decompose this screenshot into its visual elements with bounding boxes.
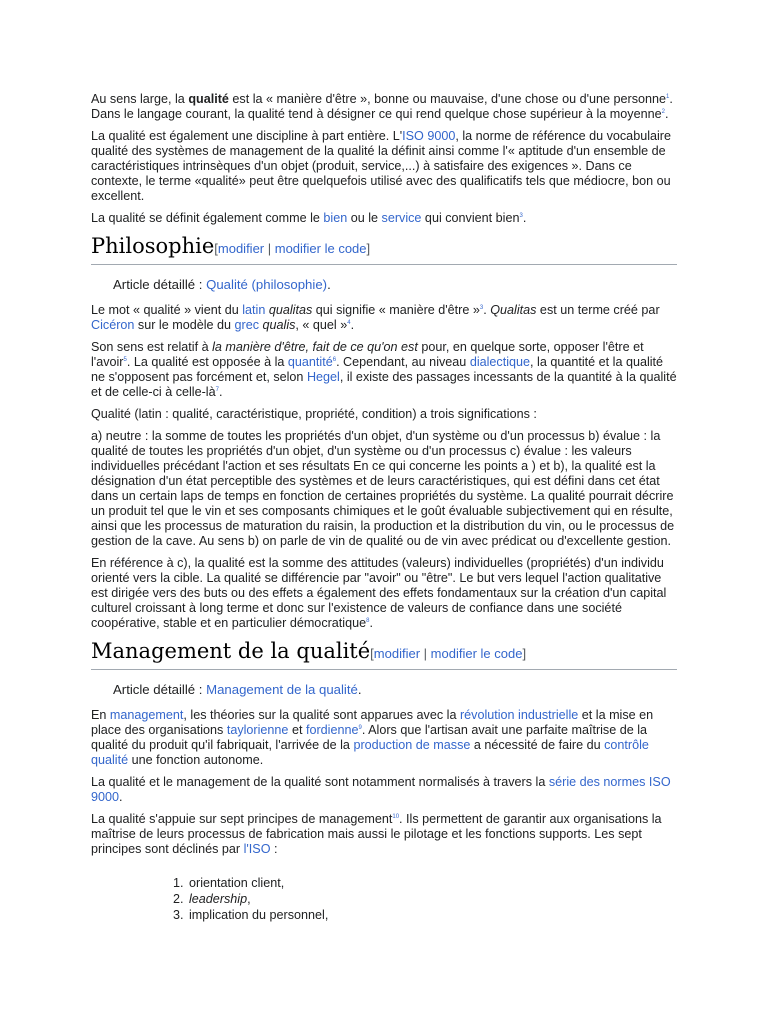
ref-3[interactable]: 3 bbox=[519, 213, 523, 219]
link-dialectique[interactable]: dialectique bbox=[469, 355, 531, 369]
link-bien[interactable]: bien bbox=[323, 211, 348, 225]
link-management-qualite[interactable]: Management de la qualité bbox=[206, 682, 358, 697]
link-revolution-industrielle[interactable]: révolution industrielle bbox=[459, 708, 579, 722]
philosophie-paragraph-1: Le mot « qualité » vient du latin qualitas qui signifie « manière d'être »$^3$. Qualitas est un terme créé par Cicéron sur le modèle du grec qualis, « quel »$^4$. bbox=[91, 303, 660, 332]
link-serie-iso-9000[interactable]: série des normes ISO 9000 bbox=[91, 775, 671, 804]
hatnote-management: Article détaillé : Management de la qualité. bbox=[113, 682, 362, 697]
ref-9[interactable]: 9 bbox=[358, 725, 362, 731]
ref-2[interactable]: 2 bbox=[661, 109, 665, 115]
management-paragraph-1: En management, les théories sur la qualité sont apparues avec la révolution industrielle et la mise en place des organisations taylorienne et fordienne$^9$. Alors que l'artisan avait une parfaite maîtrise de la qualité du produit qu'il fabriquait, l'arrivée de la production de masse a nécessité de faire du contrôle qualité une fonction autonome. bbox=[91, 708, 654, 767]
philosophie-paragraph-2: Son sens est relatif à la manière d'être, fait de ce qu'on est pour, en quelque sorte, opposer l'être et l'avoir$^5$. La qualité est opposée à la quantité$^6$. Cependant, au niveau dialectique, la quantité et la qualité ne s'opposent pas forcément et, selon Hegel, il existe des passages incessants de la quantité à la qualité et de celle-ci à celle-$là^7$. bbox=[91, 340, 677, 399]
ref-7[interactable]: 7 bbox=[215, 387, 219, 393]
hatnote-philosophie: Article détaillé : Qualité (philosophie). bbox=[113, 277, 331, 292]
edit-link[interactable]: modifier bbox=[217, 241, 265, 256]
link-service[interactable]: service bbox=[381, 211, 422, 225]
link-production-de-masse[interactable]: production de masse bbox=[353, 738, 471, 752]
link-qualite-philosophie[interactable]: Qualité (philosophie) bbox=[206, 277, 328, 292]
management-paragraph-2: La qualité et le management de la qualité sont notamment normalisés à travers la série des normes ISO 9000. bbox=[91, 775, 671, 804]
intro-paragraph-3: La qualité se définit également comme le bien ou le service qui convient bien$^3$. bbox=[91, 211, 527, 225]
ref-5[interactable]: 5 bbox=[123, 357, 127, 363]
edit-link[interactable]: modifier bbox=[373, 646, 421, 661]
edit-section-links: [modifier | modifier le code] bbox=[214, 241, 371, 256]
philosophie-paragraph-3: Qualité (latin : qualité, caractéristique, propriété, condition) a trois significations : bbox=[91, 407, 537, 421]
link-iso[interactable]: l'ISO bbox=[243, 842, 271, 856]
article-content bbox=[91, 92, 677, 923]
ref-8[interactable]: 8 bbox=[366, 618, 370, 624]
link-ciceron[interactable]: Cicéron bbox=[91, 318, 135, 332]
ref-3[interactable]: 3 bbox=[479, 305, 484, 311]
ref-6[interactable]: 6 bbox=[332, 357, 337, 363]
heading-management: Management de la qualité[modifier | modifier le code] bbox=[91, 638, 677, 670]
principles-list bbox=[91, 875, 677, 923]
edit-section-links: [modifier | modifier le code] bbox=[370, 646, 527, 661]
ref-10[interactable]: 10 bbox=[392, 814, 400, 820]
edit-code-link[interactable]: modifier le code bbox=[430, 646, 523, 661]
link-fordienne[interactable]: fordienne bbox=[305, 723, 359, 737]
ref-1[interactable]: 1 bbox=[666, 94, 670, 100]
link-latin[interactable]: latin bbox=[242, 303, 266, 317]
link-hegel[interactable]: Hegel bbox=[306, 370, 340, 384]
management-paragraph-3: La qualité s'appuie sur sept principes de management$^{10}$. Ils permettent de garantir aux organisations la maîtrise de leurs processus de fabrication mais aussi le pilotage et les fonctions supports. Les sept principes sont déclinés par l'ISO : bbox=[91, 812, 662, 856]
list-item: 1. orientation client, bbox=[187, 875, 677, 891]
intro-paragraph-1: Au sens large, la qualité est la « manière d'être », bonne ou mauvaise, d'une chose ou d'une personne$^1$. Dans le langage courant, la qualité tend à désigner ce qui rend quelque chose supérieur à la moyenne$^2$. bbox=[91, 92, 673, 121]
ref-4[interactable]: 4 bbox=[347, 320, 351, 326]
link-management[interactable]: management bbox=[109, 708, 184, 722]
intro-paragraph-2: La qualité est également une discipline à part entière. L'ISO 9000, la norme de référence du vocabulaire qualité des systèmes de management de la qualité la définit ainsi comme l'« aptitude d'un ensemble de caractéristiques intrinsèques d'un objet (produit, service,...) à satisfaire des exigences ». Dans ce contexte, le terme «qualité» peut être quelquefois utilisé avec des qualificatifs tels que médiocre, bon ou excellent. bbox=[91, 129, 671, 203]
list-item: 2. leadership, bbox=[187, 891, 677, 907]
philosophie-paragraph-4: a) neutre : la somme de toutes les propriétés d'un objet, d'un système ou d'un processus b) évalue : la qualité de toutes les propriétés d'un objet, d'un système ou d'un processus c) évalue : les valeurs individuelles précédant l'action et ses résultats En ce qui concerne les points a ) et b), la qualité est la désignation d'un état perceptible des systèmes et de leurs caractéristiques, qui est défini dans cet état dans un certain laps de temps en fonction de certaines propriétés du système. La qualité pourrait décrire un produit tel que le vin et ses composants chimiques et le goût évaluable subjectivement qui en résulte, ainsi que les processus de maturation du raisin, la production et la distribution du vin, ou le processus de gestion de la cave. Au sens b) on parle de vin de qualité ou de vin avec prédicat ou d'excellente gestion. bbox=[91, 429, 675, 548]
list-item: 3. implication du personnel, bbox=[187, 907, 677, 923]
link-quantite[interactable]: quantité bbox=[287, 355, 333, 369]
link-iso-9000[interactable]: ISO 9000 bbox=[402, 129, 456, 143]
philosophie-paragraph-5: En référence à c), la qualité est la somme des attitudes (valeurs) individuelles (propriétés) d'un individu orienté vers la cible. La qualité se différencie par "avoir" ou "être". Le but vers lequel l'action qualitative est dirigée vers des buts ou des effets a également des effets fondamentaux sur la création d'un capital culturel croissant à long terme et donc sur l'existence de valeurs de confiance dans une société coopérative, stable et en particulier démocratique$^8$. bbox=[91, 556, 667, 630]
link-grec[interactable]: grec bbox=[234, 318, 260, 332]
link-taylorienne[interactable]: taylorienne bbox=[226, 723, 289, 737]
heading-philosophie: Philosophie[modifier | modifier le code] bbox=[91, 233, 677, 265]
link-controle-qualite[interactable]: contrôle qualité bbox=[91, 738, 649, 767]
edit-code-link[interactable]: modifier le code bbox=[274, 241, 367, 256]
